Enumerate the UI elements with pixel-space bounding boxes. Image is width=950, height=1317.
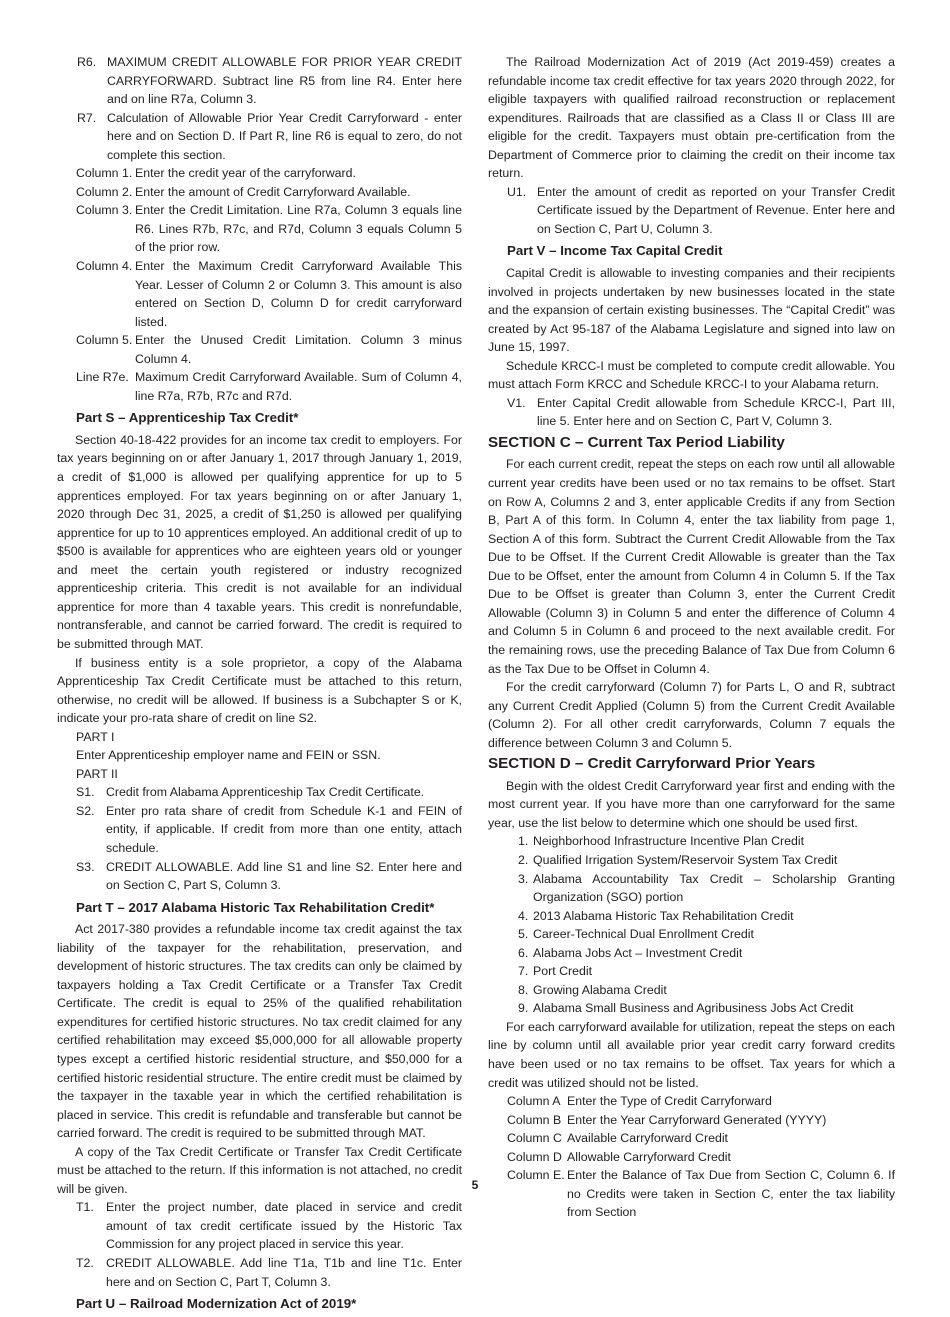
line-u1 bbox=[488, 183, 895, 239]
line-text: Credit from Alabama Apprenticeship Tax Credit Certificate. bbox=[106, 785, 425, 800]
left-column bbox=[57, 53, 462, 1317]
line-number: R7. bbox=[77, 110, 97, 125]
line-number: S2. bbox=[76, 803, 95, 818]
column-label: Line R7e. bbox=[76, 370, 129, 385]
list-text: 2013 Alabama Historic Tax Rehabilitation Credit bbox=[533, 908, 794, 923]
column-text: Available Carryforward Credit bbox=[567, 1131, 728, 1146]
line-text: Calculation of Allowable Prior Year Credit Carryforward - enter here and on Section D. If Part R, line R6 is equal to zero, do not complete this section. bbox=[107, 110, 462, 162]
column-text: Enter the Balance of Tax Due from Section C, Column 6. If no Credits were taken in Section C, enter the tax liability from Section bbox=[567, 1168, 895, 1220]
column-label: Column 5. bbox=[76, 333, 133, 348]
part-v-heading: Part V – Income Tax Capital Credit bbox=[507, 243, 723, 259]
column-instruction bbox=[57, 201, 462, 257]
list-number: 3. bbox=[518, 871, 529, 886]
column-text: Enter the amount of Credit Carryforward Available. bbox=[135, 184, 411, 199]
list-text: Qualified Irrigation System/Reservoir System Tax Credit bbox=[533, 852, 838, 867]
line-number: T1. bbox=[76, 1200, 94, 1215]
line-number: S3. bbox=[76, 859, 95, 874]
line-v1 bbox=[488, 394, 895, 431]
list-text: Career-Technical Dual Enrollment Credit bbox=[533, 927, 754, 942]
list-number: 5. bbox=[518, 927, 529, 942]
line-t2 bbox=[57, 1254, 462, 1291]
column-text: Allowable Carryforward Credit bbox=[567, 1149, 731, 1164]
list-item bbox=[488, 832, 895, 851]
list-number: 1. bbox=[518, 834, 529, 849]
line-text: Enter Capital Credit allowable from Schedule KRCC-I, Part III, line 5. Enter here and on Section C, Part V, Column 3. bbox=[537, 395, 895, 429]
list-number: 2. bbox=[518, 852, 529, 867]
right-column bbox=[488, 53, 895, 1222]
part-v-paragraph: Schedule KRCC-I must be completed to compute credit allowable. You must attach Form KRCC and Schedule KRCC-I to your Alabama return. bbox=[488, 358, 895, 392]
column-label: Column D bbox=[507, 1149, 562, 1164]
list-text: Neighborhood Infrastructure Incentive Plan Credit bbox=[533, 834, 805, 849]
section-c-paragraph: For the credit carryforward (Column 7) for Parts L, O and R, subtract any Current Credit Applied (Column 5) from the Current Credit Available (Column 2). For all other credit carryforwards, Column 7 equals the difference between Column 3 and Column 5. bbox=[488, 680, 895, 750]
line-text: Enter the project number, date placed in service and credit amount of tax credit certificate issued by the Historic Tax Commission for any project placed in service this year. bbox=[106, 1200, 462, 1252]
line-s3 bbox=[57, 858, 462, 895]
carryforward-order-list bbox=[488, 832, 895, 1017]
line-number: V1. bbox=[507, 395, 526, 410]
list-number: 8. bbox=[518, 982, 529, 997]
page-number: 5 bbox=[471, 1178, 479, 1192]
column-label: Column C bbox=[507, 1131, 562, 1146]
line-t1 bbox=[57, 1198, 462, 1254]
list-text: Alabama Accountability Tax Credit – Scholarship Granting Organization (SGO) portion bbox=[533, 871, 895, 905]
column-instruction bbox=[488, 1148, 895, 1167]
list-item bbox=[488, 870, 895, 907]
line-number: S1. bbox=[76, 785, 95, 800]
section-d-paragraph: Begin with the oldest Credit Carryforward year first and ending with the most current year. If you have more than one carryforward for the same year, use the list below to determine which one should be used first. bbox=[488, 778, 895, 830]
column-text: Enter the Type of Credit Carryforward bbox=[567, 1094, 772, 1109]
part-s-paragraph: Section 40-18-422 provides for an income tax credit to employers. For tax years beginning on or after January 1, 2017 through January 1, 2019, a credit of $1,000 is allowed per qualifying apprentice for up to 5 apprentices employed. For tax years beginning on or after January 1, 2020 through Dec 31, 2025, a credit of $1,250 is allowed per qualifying apprentice for up to 10 apprentices employed. An additional credit of up to $500 is available for apprentices who are eighteen years old or younger and meet the certain youth registered or industry recognized apprenticeship criteria. This credit is not available for an individual apprentice for more than 4 taxable years. This credit is nonrefundable, nontransferable, and cannot be carried forward. The credit is required to be submitted through MAT. bbox=[57, 432, 462, 651]
part-ii-label: PART II bbox=[76, 766, 118, 781]
list-text: Growing Alabama Credit bbox=[533, 982, 667, 997]
line-text: Enter pro rata share of credit from Schedule K-1 and FEIN of entity, if applicable. If credit from more than one entity, attach schedule. bbox=[106, 803, 462, 855]
list-text: Alabama Jobs Act – Investment Credit bbox=[533, 945, 743, 960]
part-u-heading: Part U – Railroad Modernization Act of 2019* bbox=[76, 1296, 357, 1312]
column-label: Column 3. bbox=[76, 203, 133, 218]
column-instruction bbox=[488, 1111, 895, 1130]
column-text: Enter the Credit Limitation. Line R7a, Column 3 equals line R6. Lines R7b, R7c, and R7d, Column 3 equals Column 5 of the prior row. bbox=[135, 203, 462, 255]
list-text: Port Credit bbox=[533, 964, 592, 979]
column-instruction bbox=[57, 331, 462, 368]
line-s1 bbox=[57, 783, 462, 802]
line-r7 bbox=[57, 109, 462, 165]
column-instruction bbox=[488, 1129, 895, 1148]
list-item bbox=[488, 981, 895, 1000]
column-instruction bbox=[57, 183, 462, 202]
column-label: Column 2. bbox=[76, 184, 133, 199]
column-instruction bbox=[57, 368, 462, 405]
line-text: Enter the amount of credit as reported on your Transfer Credit Certificate issued by the Department of Revenue. Enter here and on Section C, Part U, Column 3. bbox=[537, 184, 895, 236]
column-instruction bbox=[57, 164, 462, 183]
line-number: T2. bbox=[76, 1256, 94, 1270]
part-s-heading: Part S – Apprenticeship Tax Credit* bbox=[76, 410, 299, 426]
section-d-paragraph: For each carryforward available for utilization, repeat the steps on each line by column until all available prior year credit carry forward credits have been used or no tax remains to be offset. Tax years for which a credit was utilized should not be listed. bbox=[488, 1019, 895, 1090]
list-item bbox=[488, 962, 895, 981]
part-i-text: Enter Apprenticeship employer name and FEIN or SSN. bbox=[76, 748, 381, 763]
list-item bbox=[488, 925, 895, 944]
part-s-paragraph: If business entity is a sole proprietor, a copy of the Alabama Apprenticeship Tax Credit Certificate must be attached to this return, otherwise, no credit will be allowed. If business is a Subchapter S or K, indicate your pro-rata share of credit on line S2. bbox=[57, 655, 462, 726]
d-column-instructions bbox=[488, 1092, 895, 1222]
list-number: 7. bbox=[518, 964, 529, 979]
column-text: Enter the Year Carryforward Generated (YYYY) bbox=[567, 1112, 827, 1127]
line-number: R6. bbox=[77, 55, 97, 69]
list-number: 9. bbox=[518, 1001, 529, 1016]
line-number: U1. bbox=[507, 184, 527, 199]
column-instruction bbox=[57, 257, 462, 331]
column-text: Enter the Maximum Credit Carryforward Available This Year. Lesser of Column 2 or Column 3. This amount is also entered on Section D, Column D for credit carryforward listed. bbox=[135, 259, 462, 329]
list-item bbox=[488, 907, 895, 926]
section-c-paragraph: For each current credit, repeat the steps on each row until all allowable current year credits have been used or no tax remains to be offset. Start on Row A, Columns 2 and 3, enter applicable Credits if any from Section B, Part A of this form. In Column 4, enter the tax liability from page 1, Section A of this form. Subtract the Current Credit Allowable from the Tax Due to be Offset. If the Current Credit Allowable is greater than the Tax Due to be Offset, enter the amount from Column 4 in Column 5. If the Tax Due to be Offset is greater than Column 3, enter the Current Credit Allowable (Column 3) in Column 5 and enter the difference of Column 4 and Column 5 in Column 6 and proceed to the next available credit. For the remaining rows, use the preceding Balance of Tax Due from Column 6 as the Tax Due to be Offset in Column 4. bbox=[488, 457, 895, 676]
column-text: Maximum Credit Carryforward Available. Sum of Column 4, line R7a, R7b, R7c and R7d. bbox=[135, 370, 462, 403]
list-item bbox=[488, 999, 895, 1018]
line-s2 bbox=[57, 802, 462, 858]
line-text: MAXIMUM CREDIT ALLOWABLE FOR PRIOR YEAR CREDIT CARRYFORWARD. Subtract line R5 from line R4. Enter here and on line R7a, Column 3. bbox=[107, 55, 462, 107]
column-text: Enter the credit year of the carryforward. bbox=[135, 166, 356, 181]
line-text: CREDIT ALLOWABLE. Add line S1 and line S2. Enter here and on Section C, Part S, Column 3. bbox=[106, 859, 462, 893]
column-label: Column 1. bbox=[76, 166, 133, 181]
part-i-label: PART I bbox=[76, 729, 115, 744]
column-label: Column A bbox=[507, 1094, 561, 1109]
column-text: Enter the Unused Credit Limitation. Column 3 minus Column 4. bbox=[135, 333, 462, 366]
section-d-heading: SECTION D – Credit Carryforward Prior Years bbox=[488, 755, 816, 773]
section-c-heading: SECTION C – Current Tax Period Liability bbox=[488, 433, 785, 451]
r-column-instructions bbox=[57, 164, 462, 405]
part-u-paragraph: The Railroad Modernization Act of 2019 (Act 2019-459) creates a refundable income tax credit effective for tax years 2020 through 2022, for eligible taxpayers with qualified railroad reconstruction or replacement expenditures. Railroads that are classified as a Class II or Class III are eligible for the credit. Taxpayers must obtain pre-certification from the Department of Commerce prior to claiming the credit on their income tax return. bbox=[488, 55, 895, 181]
column-instruction bbox=[488, 1166, 895, 1222]
list-text: Alabama Small Business and Agribusiness Jobs Act Credit bbox=[533, 1001, 854, 1016]
part-v-paragraph: Capital Credit is allowable to investing companies and their recipients involved in projects undertaken by new businesses located in the state and the expansion of certain existing businesses. The “Capital Credit” was created by Act 95-187 of the Alabama Legislature and signed into law on June 15, 1997. bbox=[488, 266, 895, 355]
list-item bbox=[488, 851, 895, 870]
list-number: 6. bbox=[518, 945, 529, 960]
column-label: Column 4. bbox=[76, 259, 133, 274]
part-t-heading: Part T – 2017 Alabama Historic Tax Rehabilitation Credit* bbox=[76, 899, 435, 915]
part-t-paragraph: Act 2017-380 provides a refundable income tax credit against the tax liability of the taxpayer for the rehabilitation, preservation, and development of historic structures. The tax credits can only be claimed by taxpayers holding a Tax Credit Certificate or a Transfer Tax Credit Certificate. The credit is equal to 25% of the qualified rehabilitation expenditures for certified historic structures. No tax credit claimed for any certified rehabilitation may exceed $5,000,000 for all allowable property types except a certified historic residential structure, and $50,000 for a certified historic residential structure. The entire credit must be claimed by the taxpayer in the taxable year in which the certified rehabilitation is placed in service. This credit is refundable and transferable but cannot be carried forward. The credit is required to be submitted through MAT. bbox=[57, 922, 462, 1141]
column-label: Column B bbox=[507, 1112, 562, 1127]
column-instruction bbox=[488, 1092, 895, 1111]
list-number: 4. bbox=[518, 908, 529, 923]
part-t-paragraph: A copy of the Tax Credit Certificate or Transfer Tax Credit Certificate must be attached to the return. If this information is not attached, no credit will be given. bbox=[57, 1144, 462, 1196]
line-text: CREDIT ALLOWABLE. Add line T1a, T1b and line T1c. Enter here and on Section C, Part T, Column 3. bbox=[106, 1256, 462, 1289]
column-label: Column E. bbox=[507, 1168, 565, 1183]
line-r6 bbox=[57, 53, 462, 109]
list-item bbox=[488, 944, 895, 963]
